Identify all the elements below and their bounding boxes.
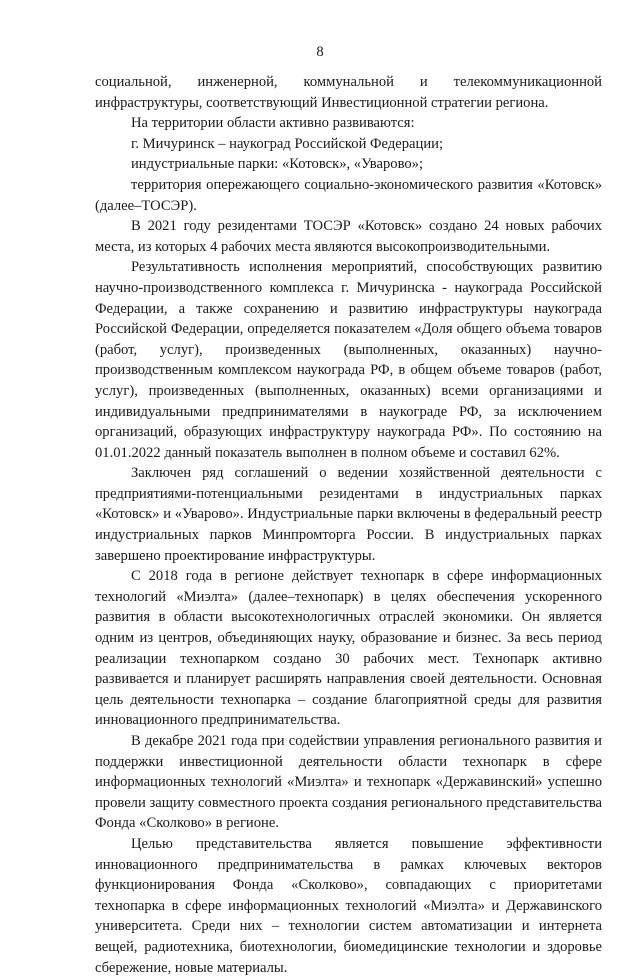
list-item-toser: территория опережающего социально-экономического развития «Котовск» (далее–ТОСЭР).	[95, 176, 602, 214]
paragraph-infrastructure-continuation: социальной, инженерной, коммунальной и телекоммуникационной инфраструктуры, соответствующий Инвестиционной стратегии региона.	[95, 74, 602, 111]
paragraph-toser-jobs: В 2021 году резидентами ТОСЭР «Котовск» создано 24 новых рабочих места, из которых 4 рабочих места являются высокопроизводительными.	[95, 218, 602, 255]
paragraph-technopark-mielta: С 2018 года в регионе действует технопарк в сфере информационных технологий «Миэлта» (далее–технопарк) в целях обеспечения ускоренного развития в области высокотехнологичных отраслей экономики. Он является одним из центров, объединяющих науку, образование и бизнес. За весь период реализации технопарком создано 30 рабочих мест. Технопарк активно развивается и планирует расширять направления своей деятельности. Основная цель деятельности технопарка – создание благоприятной среды для развития инновационного предпринимательства.	[95, 568, 602, 729]
paragraph-territory-intro: На территории области активно развиваются:	[131, 115, 415, 132]
list-item-michurinsk: г. Мичуринск – наукоград Российской Федерации;	[131, 135, 444, 152]
paragraph-industrial-parks-agreements: Заключен ряд соглашений о ведении хозяйственной деятельности с предприятиями-потенциальными резидентами в индустриальных парках «Котовск» и «Уварово». Индустриальные парки включены в федеральный реестр индустриальных парков Минпромторга России. В индустриальных парках завершено проектирование инфраструктуры.	[95, 465, 602, 564]
list-item-industrial-parks: индустриальные парки: «Котовск», «Уварово»;	[131, 156, 424, 173]
body-text	[95, 72, 602, 978]
page-number: 8	[316, 44, 324, 60]
paragraph-skolkovo-project: В декабре 2021 года при содействии управления регионального развития и поддержки инвестиционной деятельности области технопарк в сфере информационных технологий «Миэлта» и технопарк «Державинский» успешно провели защиту совместного проекта создания регионального представительства Фонда «Сколково» в регионе.	[95, 733, 602, 832]
paragraph-representation-goal: Целью представительства является повышение эффективности инновационного предпринимательства в рамках ключевых векторов функционирования Фонда «Сколково», совпадающих с приоритетами технопарка в сфере информационных технологий «Миэлта» и Державинского университета. Среди них – технологии систем автоматизации и интернета вещей, радиотехника, биотехнологии, биомедицинские технологии и здоровье сбережение, новые материалы.	[95, 835, 602, 976]
paragraph-naukograd-indicator: Результативность исполнения мероприятий, способствующих развитию научно-производственного комплекса г. Мичуринска - наукограда Российской Федерации, а также сохранению и развитию инфраструктуры наукограда Российской Федерации, определяется показателем «Доля общего объема товаров (работ, услуг), произведенных (выполненных, оказанных) научно-производственным комплексом наукограда РФ, в общем объеме товаров (работ, услуг), произведенных (выполненных, оказанных) всеми организациями и индивидуальными предпринимателями в наукограде РФ, за исключением организаций, образующих инфраструктуру наукограда РФ». По состоянию на 01.01.2022 данный показатель выполнен в полном объеме и составил 62%.	[95, 259, 602, 461]
